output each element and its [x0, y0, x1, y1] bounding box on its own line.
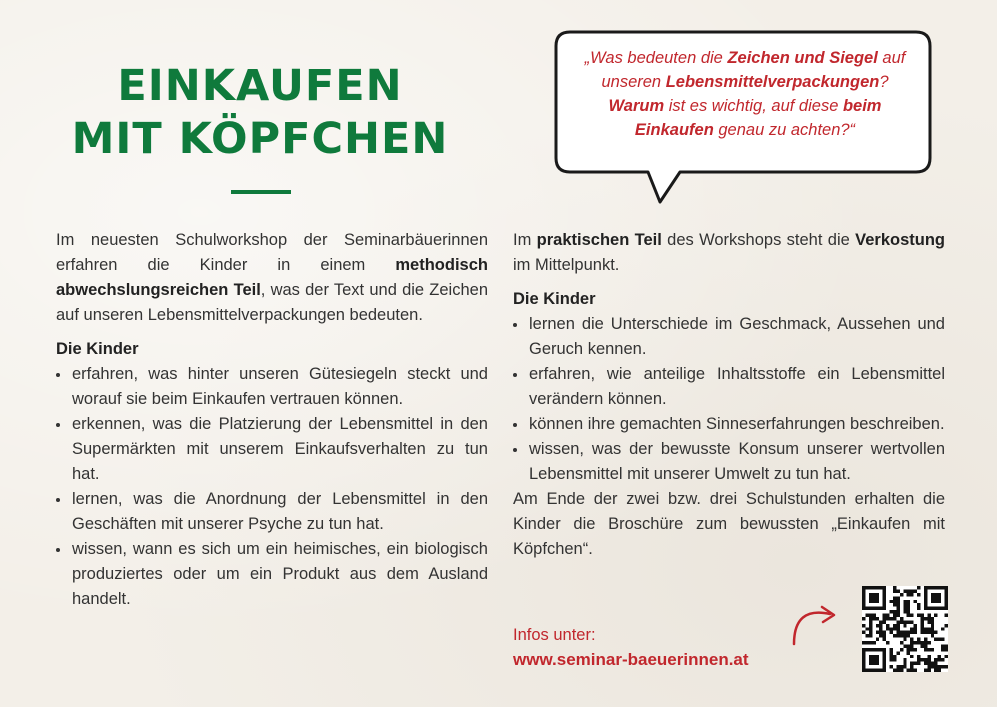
qr-module: [869, 627, 872, 630]
qr-module: [910, 655, 913, 658]
qr-module: [890, 600, 893, 603]
list-item: erfahren, wie anteilige Inhaltsstoffe ein Lebensmittel verändern können.: [513, 362, 945, 412]
qr-module: [927, 662, 930, 665]
qr-module: [941, 638, 944, 641]
qr-module: [900, 665, 903, 668]
qr-module: [927, 620, 930, 623]
right-subhead: Die Kinder: [513, 290, 596, 308]
qr-module: [903, 658, 906, 661]
qr-module: [890, 658, 893, 661]
qr-module: [931, 617, 934, 620]
qr-module: [914, 631, 917, 634]
title-line-2: MIT KÖPFCHEN: [71, 114, 449, 164]
qr-module: [924, 638, 927, 641]
qr-module: [910, 631, 913, 634]
qr-module: [907, 669, 910, 672]
list-item: lernen die Unterschiede im Geschmack, Aussehen und Geruch kennen.: [513, 312, 945, 362]
bullet-icon: [56, 548, 60, 552]
right-intro-paragraph: [513, 228, 945, 278]
qr-module: [917, 586, 920, 589]
website-link[interactable]: www.seminar-baeuerinnen.at: [513, 650, 749, 669]
qr-module: [910, 614, 913, 617]
qr-module: [931, 620, 934, 623]
qr-module: [931, 648, 934, 651]
qr-module: [869, 641, 872, 644]
title-divider: [231, 190, 291, 194]
right-column: [513, 228, 945, 562]
qr-module: [924, 644, 927, 647]
qr-module: [910, 662, 913, 665]
qr-module: [896, 614, 899, 617]
qr-module: [893, 610, 896, 613]
qr-module: [900, 634, 903, 637]
qr-module: [893, 617, 896, 620]
qr-module: [941, 665, 944, 668]
qr-module: [917, 662, 920, 665]
qr-module: [890, 651, 893, 654]
qr-module: [896, 624, 899, 627]
qr-module: [914, 669, 917, 672]
qr-module: [900, 593, 903, 596]
qr-module: [883, 620, 886, 623]
qr-module: [945, 655, 948, 658]
qr-module: [907, 634, 910, 637]
right-intro-segment: des Workshops steht die: [661, 231, 856, 249]
qr-module: [920, 644, 923, 647]
qr-module: [924, 627, 927, 630]
qr-module: [883, 614, 886, 617]
bubble-segment: „Was bedeuten die: [584, 49, 728, 67]
qr-module: [896, 603, 899, 606]
qr-module: [896, 589, 899, 592]
list-item: wissen, wann es sich um ein heimisches, ein biologisch produziertes oder um ein Produkt aus dem Ausland handelt.: [56, 537, 488, 612]
bubble-segment: Warum: [608, 97, 665, 115]
bullet-icon: [56, 373, 60, 377]
right-intro-segment: praktischen Teil: [536, 231, 662, 249]
qr-module: [883, 631, 886, 634]
qr-module: [903, 603, 906, 606]
qr-module: [900, 620, 903, 623]
left-intro-segment: Im neuesten Schulworkshop der Seminarbäuerinnen erfahren die Kinder in einem: [56, 231, 488, 274]
qr-module: [862, 624, 865, 627]
bullet-icon: [513, 373, 517, 377]
qr-module: [900, 617, 903, 620]
bubble-segment: Zeichen und Siegel: [727, 49, 878, 67]
qr-module: [934, 658, 937, 661]
qr-module: [941, 648, 944, 651]
qr-module: [938, 655, 941, 658]
qr-module: [883, 634, 886, 637]
qr-module: [907, 614, 910, 617]
bubble-segment: Lebensmittelverpackungen: [665, 73, 880, 91]
qr-module: [907, 644, 910, 647]
qr-module: [896, 631, 899, 634]
bubble-segment: auf unseren: [601, 49, 906, 91]
qr-module: [893, 586, 896, 589]
infos-label: Infos unter:: [513, 626, 596, 644]
qr-module: [910, 641, 913, 644]
qr-module: [903, 620, 906, 623]
qr-module: [938, 658, 941, 661]
qr-module: [945, 665, 948, 668]
qr-module: [900, 669, 903, 672]
qr-module: [910, 669, 913, 672]
bullet-icon: [513, 323, 517, 327]
bullet-icon: [56, 498, 60, 502]
qr-code[interactable]: [862, 586, 948, 672]
qr-module: [924, 617, 927, 620]
left-intro-paragraph: [56, 228, 488, 328]
qr-module: [872, 641, 875, 644]
qr-module: [938, 665, 941, 668]
qr-module: [890, 631, 893, 634]
qr-module: [910, 589, 913, 592]
qr-module: [903, 644, 906, 647]
qr-module: [907, 610, 910, 613]
qr-module: [927, 658, 930, 661]
bubble-segment: ist es wichtig, auf diese: [664, 97, 843, 115]
curved-arrow-icon: [786, 598, 846, 648]
qr-module: [862, 641, 865, 644]
left-intro-segment: methodisch abwechslungsreichen Teil: [56, 256, 488, 299]
qr-module: [890, 610, 893, 613]
qr-module: [862, 631, 865, 634]
qr-module: [862, 617, 865, 620]
qr-module: [927, 614, 930, 617]
qr-module: [896, 669, 899, 672]
qr-finder: [931, 593, 941, 603]
qr-module: [917, 607, 920, 610]
right-intro-segment: Im: [513, 231, 537, 249]
qr-module: [869, 620, 872, 623]
qr-module: [903, 589, 906, 592]
qr-module: [876, 631, 879, 634]
qr-module: [907, 620, 910, 623]
list-item: erfahren, was hinter unseren Gütesiegeln steckt und worauf sie beim Einkaufen vertrauen können.: [56, 362, 488, 412]
qr-module: [896, 600, 899, 603]
qr-module: [907, 651, 910, 654]
qr-module: [920, 614, 923, 617]
qr-module: [893, 600, 896, 603]
qr-module: [914, 648, 917, 651]
right-intro-segment: im Mittelpunkt.: [513, 256, 620, 274]
qr-module: [914, 641, 917, 644]
qr-module: [914, 627, 917, 630]
qr-module: [890, 617, 893, 620]
qr-module: [865, 614, 868, 617]
qr-module: [910, 620, 913, 623]
qr-module: [945, 624, 948, 627]
qr-module: [927, 617, 930, 620]
qr-module: [931, 631, 934, 634]
right-intro-segment: Verkostung: [855, 231, 945, 249]
qr-module: [879, 624, 882, 627]
bullet-icon: [513, 423, 517, 427]
qr-module: [893, 669, 896, 672]
list-item: wissen, was der bewusste Konsum unserer wertvollen Lebensmittel mit unserer Umwelt zu tun hat.: [513, 437, 945, 487]
qr-module: [917, 593, 920, 596]
qr-module: [903, 610, 906, 613]
qr-module: [886, 641, 889, 644]
bullet-icon: [513, 448, 517, 452]
qr-module: [914, 624, 917, 627]
qr-module: [903, 600, 906, 603]
qr-module: [896, 620, 899, 623]
qr-module: [907, 631, 910, 634]
list-item: erkennen, was die Platzierung der Lebensmittel in den Supermärkten mit unserem Einkaufsverhalten zu tun hat.: [56, 412, 488, 487]
qr-module: [920, 658, 923, 661]
qr-module: [914, 600, 917, 603]
qr-module: [920, 631, 923, 634]
qr-module: [934, 638, 937, 641]
qr-module: [945, 648, 948, 651]
qr-module: [893, 614, 896, 617]
qr-module: [920, 624, 923, 627]
qr-module: [927, 631, 930, 634]
qr-module: [920, 620, 923, 623]
bubble-quote: [575, 46, 915, 142]
qr-module: [907, 600, 910, 603]
qr-module: [917, 638, 920, 641]
qr-module: [924, 662, 927, 665]
qr-module: [907, 603, 910, 606]
page-title: [70, 60, 450, 166]
qr-module: [879, 620, 882, 623]
qr-module: [931, 665, 934, 668]
qr-module: [924, 658, 927, 661]
title-line-1: EINKAUFEN: [117, 61, 403, 111]
qr-module: [931, 634, 934, 637]
qr-module: [914, 589, 917, 592]
qr-module: [927, 641, 930, 644]
qr-module: [945, 644, 948, 647]
qr-module: [917, 614, 920, 617]
qr-module: [876, 617, 879, 620]
qr-module: [927, 648, 930, 651]
bubble-segment: genau zu achten?“: [713, 121, 856, 139]
qr-module: [865, 634, 868, 637]
qr-module: [914, 662, 917, 665]
qr-module: [938, 669, 941, 672]
qr-module: [900, 648, 903, 651]
qr-module: [896, 607, 899, 610]
qr-module: [893, 655, 896, 658]
qr-module: [941, 627, 944, 630]
qr-module: [910, 638, 913, 641]
qr-module: [900, 631, 903, 634]
qr-module: [869, 631, 872, 634]
qr-module: [893, 634, 896, 637]
qr-module: [910, 593, 913, 596]
qr-module: [869, 634, 872, 637]
list-item: können ihre gemachten Sinneserfahrungen beschreiben.: [513, 412, 945, 437]
qr-module: [931, 627, 934, 630]
qr-module: [920, 627, 923, 630]
left-bullet-list: [56, 362, 488, 612]
qr-finder: [869, 655, 879, 665]
qr-module: [910, 665, 913, 668]
qr-module: [931, 662, 934, 665]
left-column: [56, 228, 488, 612]
qr-module: [907, 648, 910, 651]
qr-finder: [869, 593, 879, 603]
list-item: lernen, was die Anordnung der Lebensmittel in den Geschäften mit unserer Psyche zu tun hat.: [56, 487, 488, 537]
qr-module: [927, 669, 930, 672]
qr-module: [876, 638, 879, 641]
qr-module: [920, 641, 923, 644]
qr-module: [910, 648, 913, 651]
right-bullet-list: [513, 312, 945, 487]
qr-module: [927, 627, 930, 630]
qr-module: [900, 641, 903, 644]
qr-module: [907, 589, 910, 592]
qr-module: [893, 589, 896, 592]
qr-module: [886, 627, 889, 630]
qr-module: [872, 614, 875, 617]
qr-module: [920, 617, 923, 620]
qr-module: [893, 596, 896, 599]
qr-module: [879, 634, 882, 637]
qr-module: [917, 603, 920, 606]
qr-module: [903, 631, 906, 634]
qr-module: [893, 658, 896, 661]
qr-module: [903, 662, 906, 665]
qr-module: [934, 631, 937, 634]
qr-module: [924, 631, 927, 634]
qr-module: [941, 644, 944, 647]
qr-module: [896, 634, 899, 637]
bubble-segment: ?: [879, 73, 889, 91]
qr-module: [886, 624, 889, 627]
qr-module: [896, 627, 899, 630]
qr-module: [893, 603, 896, 606]
qr-module: [886, 614, 889, 617]
qr-module: [945, 614, 948, 617]
qr-module: [924, 641, 927, 644]
qr-module: [903, 665, 906, 668]
qr-module: [903, 624, 906, 627]
qr-module: [934, 614, 937, 617]
qr-module: [917, 658, 920, 661]
qr-module: [879, 627, 882, 630]
qr-module: [934, 669, 937, 672]
qr-module: [924, 648, 927, 651]
qr-module: [938, 638, 941, 641]
qr-module: [890, 648, 893, 651]
bullet-icon: [56, 423, 60, 427]
qr-module: [903, 638, 906, 641]
qr-module: [869, 617, 872, 620]
qr-module: [896, 651, 899, 654]
qr-module: [896, 596, 899, 599]
qr-module: [907, 593, 910, 596]
qr-module: [927, 665, 930, 668]
qr-module: [872, 617, 875, 620]
qr-module: [879, 631, 882, 634]
closing-paragraph: Am Ende der zwei bzw. drei Schulstunden erhalten die Kinder die Broschüre zum bewussten „Einkaufen mit Köpfchen“.: [513, 490, 945, 558]
qr-module: [890, 627, 893, 630]
qr-module: [886, 617, 889, 620]
qr-module: [883, 638, 886, 641]
qr-module: [869, 624, 872, 627]
qr-module: [903, 634, 906, 637]
left-subhead: Die Kinder: [56, 340, 139, 358]
qr-module: [910, 627, 913, 630]
qr-module: [924, 669, 927, 672]
qr-module: [934, 665, 937, 668]
qr-module: [917, 641, 920, 644]
qr-module: [927, 655, 930, 658]
qr-module: [865, 627, 868, 630]
qr-module: [896, 665, 899, 668]
left-intro-segment: , was der Text und die Zeichen auf unseren Lebensmittelverpackungen bedeuten.: [56, 281, 488, 324]
qr-module: [941, 658, 944, 661]
qr-module: [896, 610, 899, 613]
qr-module: [917, 655, 920, 658]
qr-module: [876, 624, 879, 627]
qr-module: [890, 665, 893, 668]
qr-module: [931, 624, 934, 627]
qr-module: [903, 607, 906, 610]
qr-module: [934, 662, 937, 665]
qr-module: [883, 617, 886, 620]
qr-module: [869, 614, 872, 617]
qr-module: [893, 624, 896, 627]
qr-module: [910, 644, 913, 647]
qr-module: [893, 627, 896, 630]
qr-module: [890, 655, 893, 658]
bubble-segment: beim Einkaufen: [634, 97, 882, 139]
qr-module: [907, 607, 910, 610]
qr-module: [865, 641, 868, 644]
